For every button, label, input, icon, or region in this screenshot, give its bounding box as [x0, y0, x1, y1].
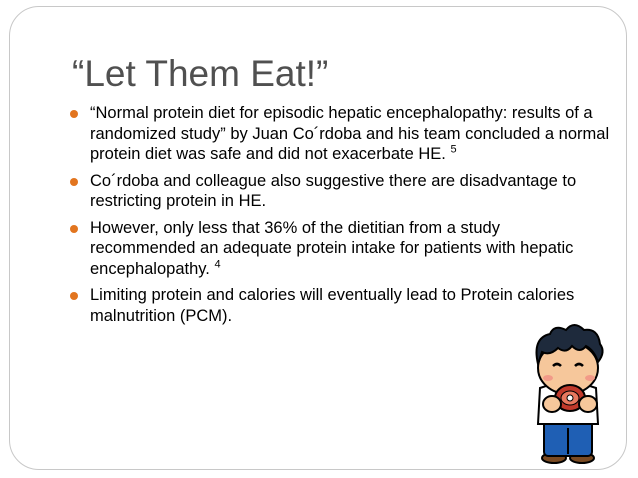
boy-eating-meat-icon	[520, 316, 620, 466]
bullet-item	[70, 103, 610, 165]
cartoon-boy-eating-meat-illustration	[520, 316, 620, 466]
reference-number: 4	[214, 258, 221, 270]
bullet-text: However, only less that 36% of the dietitian from a study recommended an adequate protein intake for patients with hepatic encephalopathy.	[90, 218, 574, 278]
bullet-dot-icon	[70, 292, 78, 300]
bullet-dot-icon	[70, 225, 78, 233]
bullet-dot-icon	[70, 178, 78, 186]
bullet-dot-icon	[70, 110, 78, 118]
bullet-text: Co´rdoba and colleague also suggestive there are disadvantage to restricting protein in HE.	[90, 171, 577, 210]
bullet-text: Limiting protein and calories will eventually lead to Protein calories malnutrition (PCM).	[90, 286, 575, 325]
bullet-list	[70, 103, 610, 332]
bullet-text: “Normal protein diet for episodic hepatic encephalopathy: results of a randomized study” by Juan Co´rdoba and his team concluded a normal protein diet was safe and did not exacerbate HE.	[90, 104, 610, 163]
bullet-item	[70, 218, 610, 280]
reference-number: 5	[450, 143, 457, 156]
slide-title: “Let Them Eat!”	[72, 53, 329, 94]
bullet-item	[70, 171, 610, 212]
